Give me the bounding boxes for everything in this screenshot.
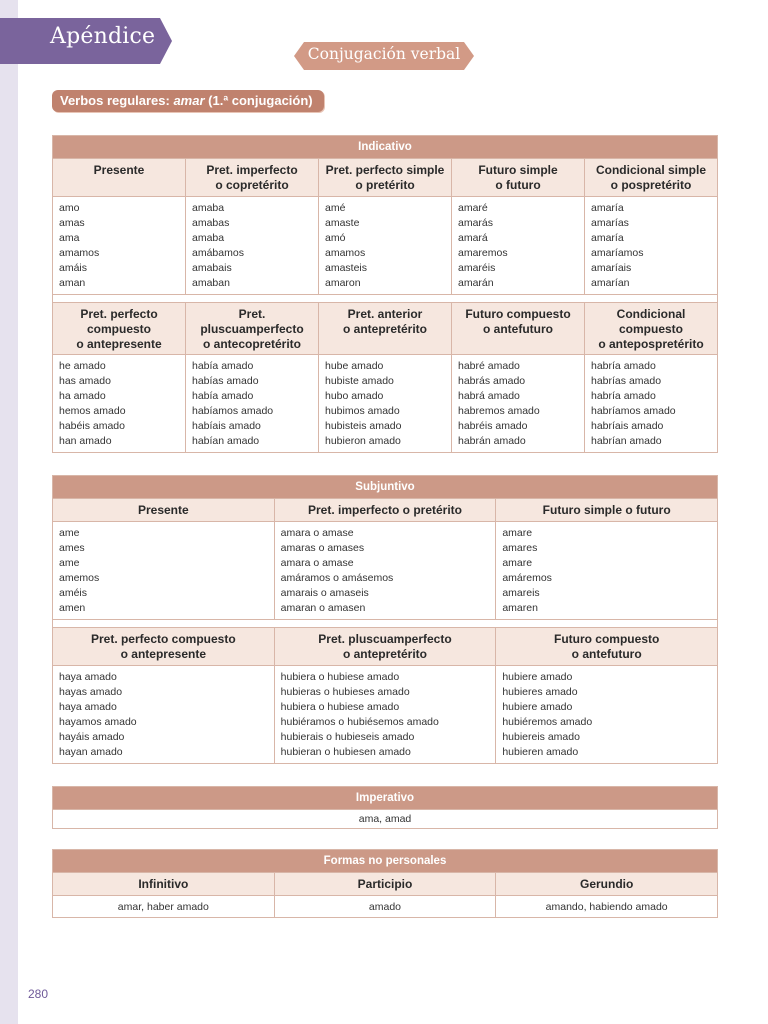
column-header-line: compuesto: [86, 322, 151, 336]
subtitle-suffix: (1.ª conjugación): [204, 93, 313, 108]
verb-form: amáis: [59, 262, 88, 274]
column-header-line: Pret. pluscuamperfecto: [200, 307, 304, 336]
column-header-line: o antepretérito: [342, 322, 427, 336]
imperativo-table: [52, 786, 718, 829]
column-header: [274, 499, 496, 522]
indicativo-table: [52, 135, 718, 453]
column-header-line: Pret. anterior: [347, 307, 423, 321]
subtitle-verb: amar: [173, 93, 205, 108]
column-header-line: Condicional compuesto: [616, 307, 686, 336]
column-header-line: o antefuturo: [571, 647, 642, 661]
verb-form: hayamos amado: [59, 716, 137, 728]
verb-form: amabas: [192, 217, 230, 229]
verb-form: habrá amado: [458, 390, 520, 402]
column-header-line: Pret. perfecto: [80, 307, 158, 321]
verb-form: había amado: [192, 390, 254, 402]
conjugation-cell: [452, 197, 585, 295]
verb-form: amaré: [458, 202, 488, 214]
verb-form: amaran o amasen: [280, 602, 366, 614]
verb-form: amamos: [325, 247, 366, 259]
infinitivo-value: amar, haber amado: [53, 896, 275, 918]
verb-form: ame: [59, 527, 80, 539]
column-header: [452, 159, 585, 197]
imperativo-forms: ama, amad: [53, 810, 718, 829]
verb-form: hubiera o hubiese amado: [280, 671, 400, 683]
section-tab-label: Apéndice: [50, 24, 156, 49]
column-header: [186, 159, 319, 197]
verb-form: habíamos amado: [192, 405, 274, 417]
verb-form: amaréis: [458, 262, 496, 274]
column-header: [53, 303, 186, 355]
verb-form: hubo amado: [325, 390, 384, 402]
verb-form: han amado: [59, 435, 112, 447]
column-header: [186, 303, 319, 355]
verb-form: habría amado: [591, 360, 656, 372]
column-header-line: o antepresente: [120, 647, 206, 661]
conjugation-cell: [585, 355, 718, 453]
verb-form: habríamos amado: [591, 405, 676, 417]
no-personales-table: [52, 849, 718, 918]
conjugation-cell: [585, 197, 718, 295]
verb-form: amábamos: [192, 247, 244, 259]
column-header-line: Pret. pluscuamperfecto: [318, 632, 452, 646]
verb-form: habéis amado: [59, 420, 125, 432]
verb-form: amo: [59, 202, 80, 214]
column-header-line: Presente: [137, 503, 189, 517]
column-header-line: o antefuturo: [483, 322, 553, 336]
column-header-line: Futuro simple o futuro: [542, 503, 671, 517]
column-header: [53, 159, 186, 197]
conjugation-cell: [53, 355, 186, 453]
no-personales-title: Formas no personales: [53, 850, 718, 873]
verb-form: amáremos: [502, 572, 552, 584]
column-header-line: o antepretérito: [342, 647, 427, 661]
verb-form: amaríamos: [591, 247, 644, 259]
verb-form: hemos amado: [59, 405, 126, 417]
verb-form: habrás amado: [458, 375, 526, 387]
column-header-line: Pret. perfecto compuesto: [90, 632, 236, 646]
column-header: [585, 159, 718, 197]
verb-form: hubieren amado: [502, 746, 579, 758]
subtitle-prefix: Verbos regulares:: [60, 93, 174, 108]
verb-form: habían amado: [192, 435, 260, 447]
infinitivo-header: Infinitivo: [53, 873, 275, 896]
verb-form: amemos: [59, 572, 100, 584]
verb-form: amarán: [458, 277, 494, 289]
conjugation-cell: [53, 522, 275, 620]
column-header-line: Presente: [93, 163, 145, 177]
verb-form: hubiéramos o hubiésemos amado: [280, 716, 439, 728]
column-header-line: Futuro compuesto: [465, 307, 571, 321]
verb-form: hubieras o hubieses amado: [280, 686, 410, 698]
verb-form: amaren: [502, 602, 538, 614]
page-number: 280: [28, 987, 49, 1001]
column-header-line: o antepospretérito: [598, 337, 704, 351]
verb-form: amarían: [591, 277, 630, 289]
column-header-line: Pret. imperfecto: [206, 163, 298, 177]
verb-form: amara o amase: [280, 527, 354, 539]
verb-form: hubiere amado: [502, 671, 573, 683]
column-header: [496, 628, 718, 666]
verb-form: amaras o amases: [280, 542, 365, 554]
column-header-line: Futuro simple: [478, 163, 558, 177]
verb-form: habíais amado: [192, 420, 261, 432]
verb-form: amó: [325, 232, 346, 244]
verb-form: amará: [458, 232, 488, 244]
conjugation-cell: [496, 666, 718, 764]
verb-form: hube amado: [325, 360, 384, 372]
column-header: [452, 303, 585, 355]
verb-form: amaríais: [591, 262, 632, 274]
verb-form: amaron: [325, 277, 361, 289]
column-header-line: o pretérito: [355, 178, 415, 192]
column-header-line: Condicional simple: [595, 163, 706, 177]
participio-header: Participio: [274, 873, 496, 896]
verb-form: hubieron amado: [325, 435, 401, 447]
column-header: [496, 499, 718, 522]
verb-form: haya amado: [59, 671, 117, 683]
verb-form: habrán amado: [458, 435, 526, 447]
verb-form: améis: [59, 587, 88, 599]
verb-form: había amado: [192, 360, 254, 372]
conjugation-cell: [452, 355, 585, 453]
verb-form: ama: [59, 232, 80, 244]
verb-form: hayas amado: [59, 686, 123, 698]
section-tab-curve: [0, 18, 40, 64]
verb-form: amaste: [325, 217, 360, 229]
verb-form: hubisteis amado: [325, 420, 402, 432]
verb-form: hubiereis amado: [502, 731, 580, 743]
verb-form: habremos amado: [458, 405, 540, 417]
verb-form: amarás: [458, 217, 494, 229]
verb-form: amamos: [59, 247, 100, 259]
verb-form: amasteis: [325, 262, 368, 274]
imperativo-title: Imperativo: [53, 787, 718, 810]
verb-form: amareis: [502, 587, 540, 599]
column-header-line: Pret. perfecto simple: [325, 163, 445, 177]
verb-form: aman: [59, 277, 86, 289]
verb-form: amarais o amaseis: [280, 587, 369, 599]
conjugation-cell: [274, 522, 496, 620]
column-header-line: o pospretérito: [610, 178, 692, 192]
verb-form: amáramos o amásemos: [280, 572, 394, 584]
verb-form: amé: [325, 202, 346, 214]
column-header: [53, 628, 275, 666]
verb-form: habríais amado: [591, 420, 664, 432]
verb-form: amaría: [591, 202, 624, 214]
verb-form: hubieres amado: [502, 686, 578, 698]
verb-form: amen: [59, 602, 86, 614]
verb-form: hubierais o hubieseis amado: [280, 731, 415, 743]
conjugation-cell: [186, 355, 319, 453]
conjugation-cell: [496, 522, 718, 620]
verb-form: ame: [59, 557, 80, 569]
column-header: [274, 628, 496, 666]
verb-form: hubieran o hubiesen amado: [280, 746, 411, 758]
verb-form: amaría: [591, 232, 624, 244]
gerundio-value: amando, habiendo amado: [496, 896, 718, 918]
verb-form: amara o amase: [280, 557, 354, 569]
subjuntivo-title: Subjuntivo: [53, 476, 718, 499]
verb-form: has amado: [59, 375, 111, 387]
verb-form: amabais: [192, 262, 232, 274]
column-header-line: o copretérito: [215, 178, 289, 192]
column-header: [319, 303, 452, 355]
verb-form: amaba: [192, 232, 225, 244]
topic-tab-label: Conjugación verbal: [307, 45, 461, 63]
conjugation-cell: [53, 666, 275, 764]
column-header: [319, 159, 452, 197]
verb-form: amares: [502, 542, 538, 554]
verb-form: hubiera o hubiese amado: [280, 701, 400, 713]
verb-form: haya amado: [59, 701, 117, 713]
verb-form: hubiéremos amado: [502, 716, 593, 728]
column-header: [585, 303, 718, 355]
verb-form: habías amado: [192, 375, 259, 387]
verb-form: amaba: [192, 202, 225, 214]
conjugation-cell: [53, 197, 186, 295]
verb-form: hubiere amado: [502, 701, 573, 713]
verb-form: amarías: [591, 217, 629, 229]
conjugation-cell: [274, 666, 496, 764]
verb-form: amaremos: [458, 247, 508, 259]
verb-form: habrían amado: [591, 435, 662, 447]
verb-form: hayáis amado: [59, 731, 125, 743]
verb-form: habrías amado: [591, 375, 662, 387]
verb-form: hubiste amado: [325, 375, 394, 387]
verb-form: ames: [59, 542, 85, 554]
column-header-line: Pret. imperfecto o pretérito: [307, 503, 462, 517]
verb-form: hayan amado: [59, 746, 123, 758]
participio-value: amado: [274, 896, 496, 918]
conjugation-cell: [319, 355, 452, 453]
column-header-line: o antepresente: [76, 337, 162, 351]
verb-subtitle: [52, 90, 324, 112]
table-spacer: [53, 620, 718, 628]
subjuntivo-table: [52, 475, 718, 764]
verb-form: hubimos amado: [325, 405, 400, 417]
conjugation-cell: [186, 197, 319, 295]
verb-form: amaban: [192, 277, 230, 289]
verb-form: amas: [59, 217, 85, 229]
table-spacer: [53, 295, 718, 303]
verb-form: ha amado: [59, 390, 106, 402]
verb-form: amare: [502, 557, 533, 569]
verb-form: habría amado: [591, 390, 656, 402]
column-header-line: o futuro: [495, 178, 541, 192]
verb-form: he amado: [59, 360, 106, 372]
column-header: [53, 499, 275, 522]
column-header-line: Futuro compuesto: [553, 632, 660, 646]
verb-form: amare: [502, 527, 533, 539]
column-header-line: o antecopretérito: [202, 337, 301, 351]
gerundio-header: Gerundio: [496, 873, 718, 896]
conjugation-cell: [319, 197, 452, 295]
indicativo-title: Indicativo: [53, 136, 718, 159]
verb-form: habréis amado: [458, 420, 528, 432]
verb-form: habré amado: [458, 360, 520, 372]
